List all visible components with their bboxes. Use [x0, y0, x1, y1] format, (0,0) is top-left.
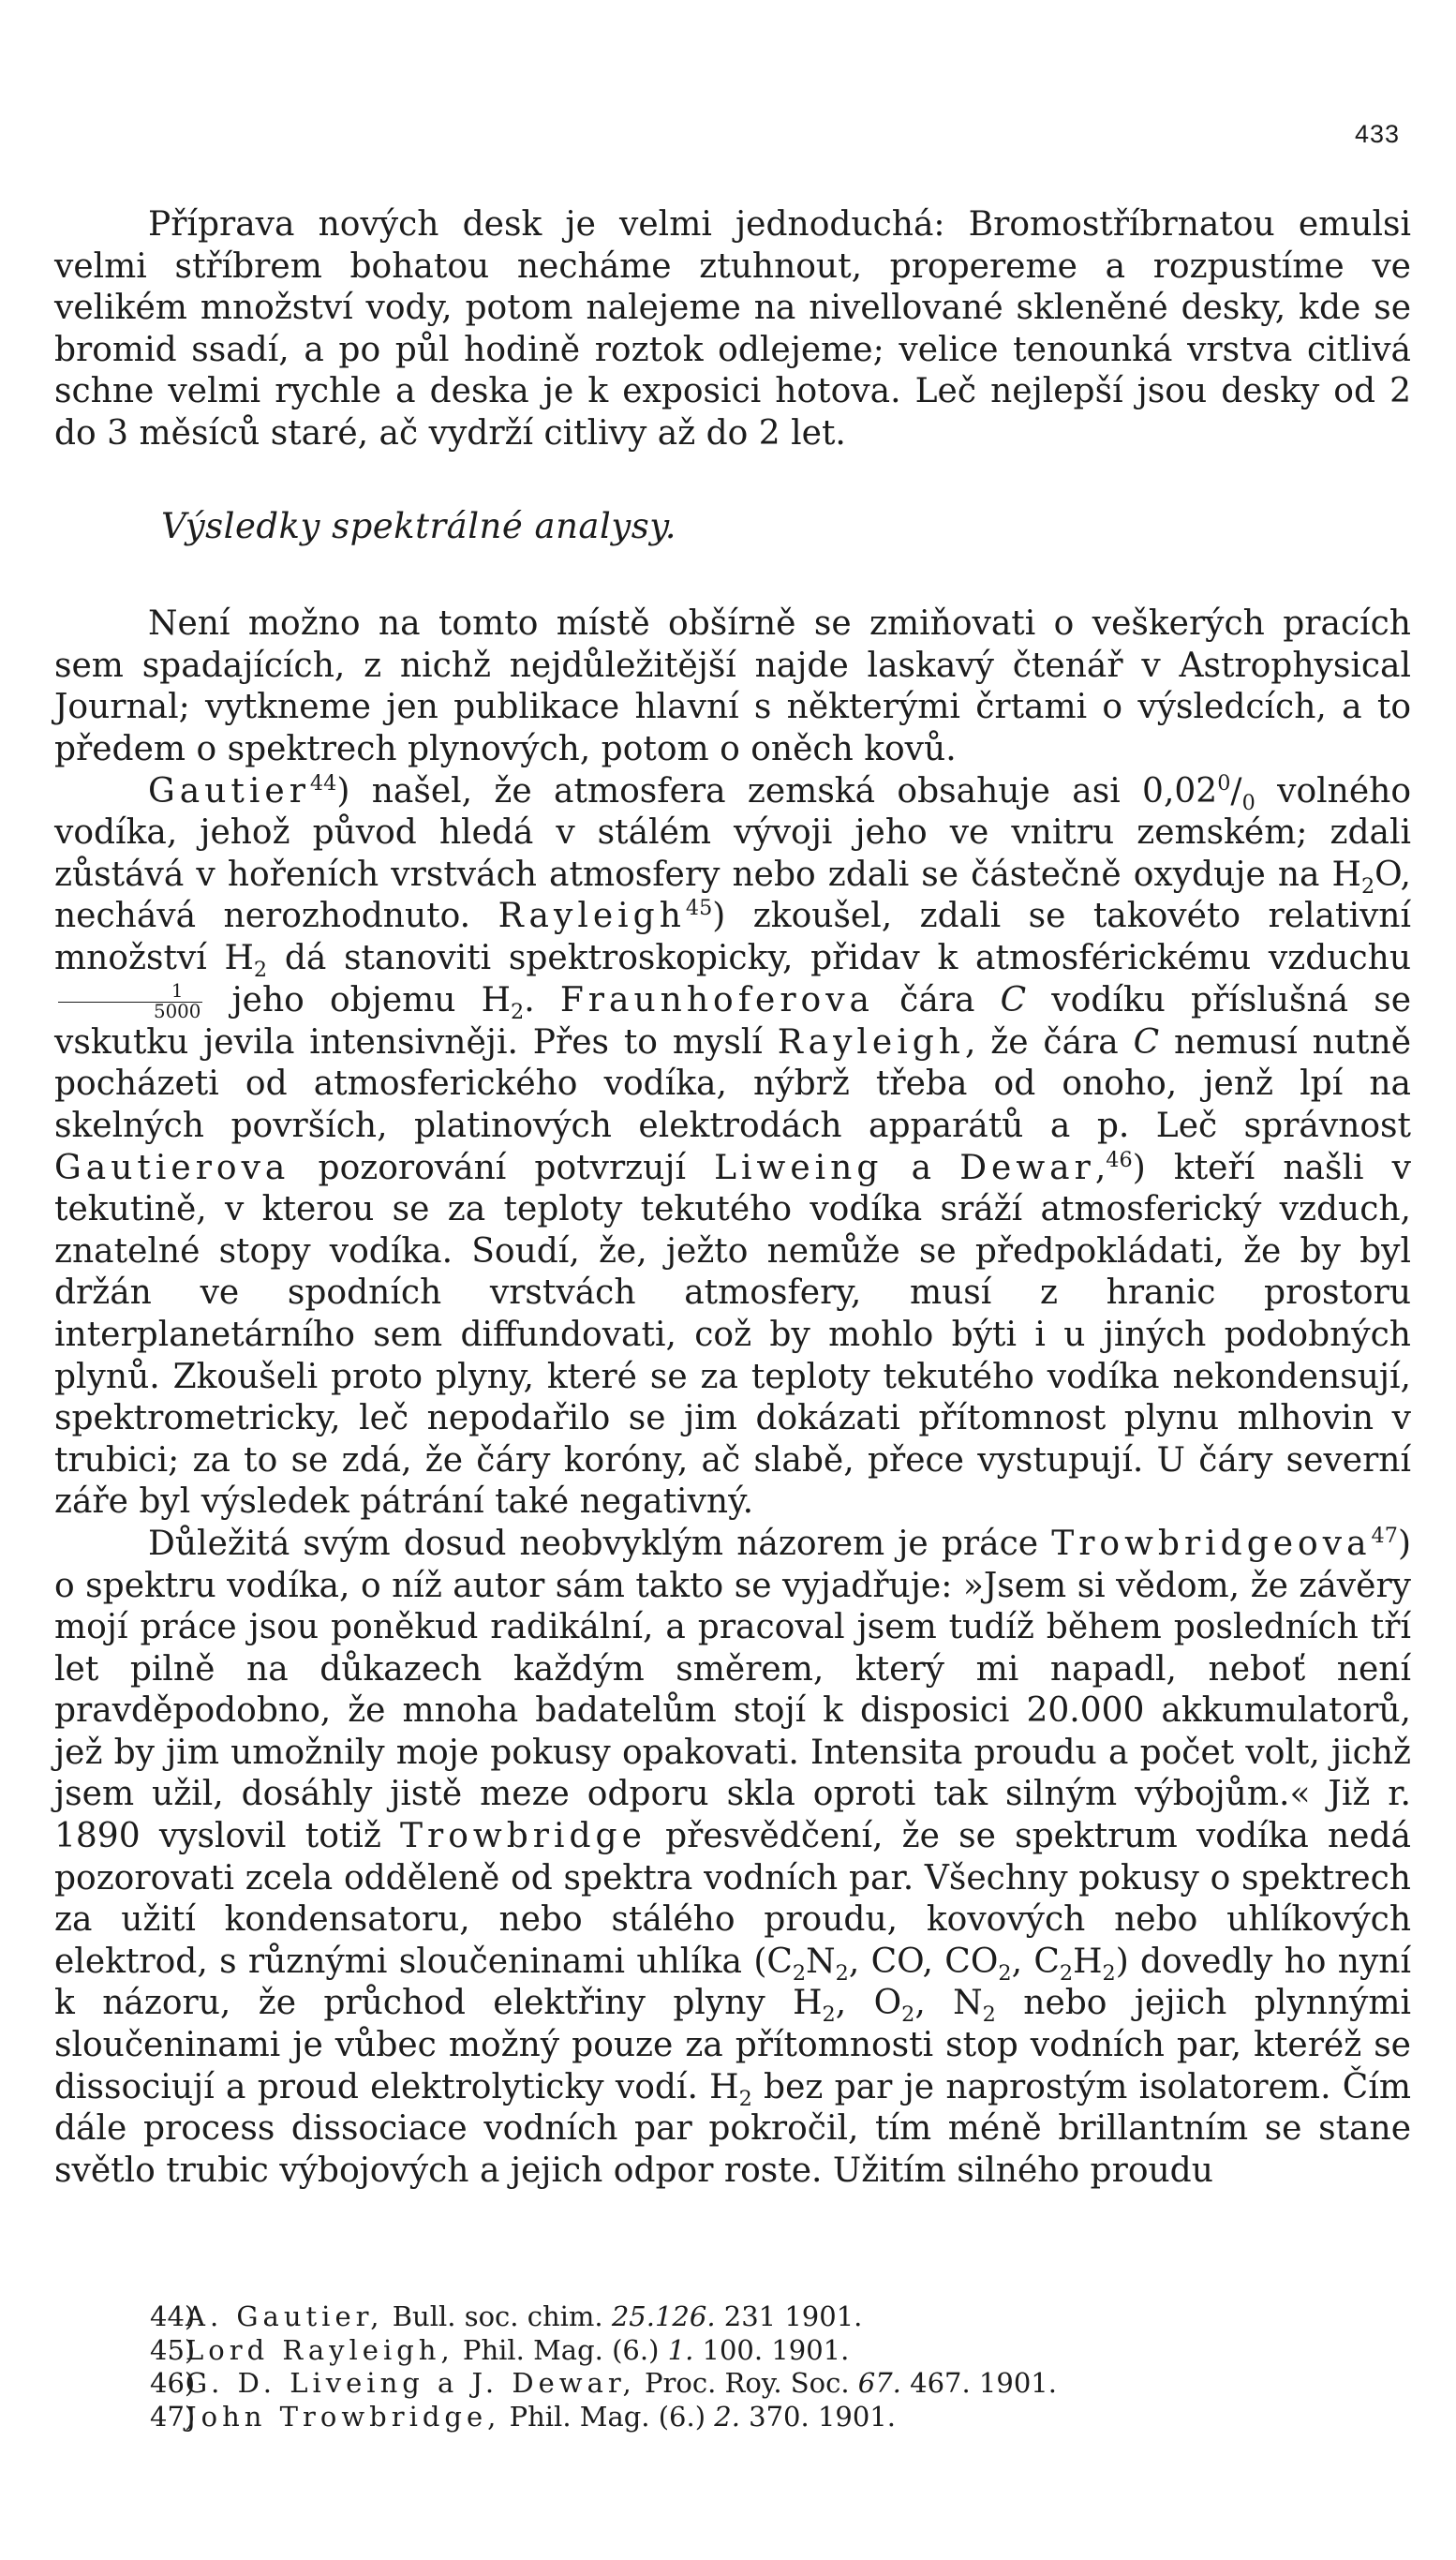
author-gautier: Gautier: [148, 771, 310, 811]
paragraph-intro: Není možno na tomto místě obšírně se zmiňovati o veškerých pracích sem spadajících, z nichž nejdůležitější najde laskavý čtenář v Astrophysical Journal; vytkneme jen publikace hlavní s některými črtami o výsledcích, a to předem o spektrech plynových, potom o oněch kovů.: [54, 604, 1411, 768]
author-liveing: Liweing: [714, 1148, 884, 1187]
paragraph-gautier: Gautier$^{44}$) našel, že atmosfera zemská obsahuje asi $0,02^0/_0$ volného vodíka, jehož původ hledá v stálém vývoji jeho ve vnitru zemském; zdali zůstává v hořeních vrstvách atmosfery nebo zdali se částečně oxyduje na $H_2O$, nechává nerozhodnuto. Rayleigh$^{45}$) zkoušel, zdali se takovéto relativní množství $H_2$ dá stanoviti spektroskopicky, přidav k atmosférickému vzduchu $\frac{1}{5000}$ jeho objemu $H_2$. Fraunhoferova čára C vodíku příslušná se vskutku jevila intensivněji. Přes to myslí Rayleigh, že čára C nemusí nutně pocházeti od atmosferického vodíka, nýbrž třeba od onoho, jenž lpí na skelných površích, platinových elektrodách apparátů a p. Leč správnost Gautierova pozorování potvrzují Liweing a Dewar,$^{46}$) kteří našli v tekutině, v kterou se za teploty tekutého vodíka sráží atmosferický vzduch, znatelné stopy vodíka. Soudí, že, ježto nemůže se předpokládati, že by byl držán ve spodních vrstvách atmosfery, musí z hranic prostoru interplanetárního sem diffundovati, což by mohlo býti i u jiných podobných plynů. Zkoušeli proto plyny, které se za teploty tekutého vodíka nekondensují, spektrometricky, leč nepodařilo se jim dokázati přítomnost plynu mlhovin v trubici; za to se zdá, že čáry koróny, ač slabě, přece vystupují. U čáry severní záře byl výsledek pátrání také negativný.: [54, 770, 1412, 1522]
footnote-46: 46)G. D. Liveing a J. Dewar, Proc. Roy. Soc. 67. 467. 1901.: [150, 2367, 1057, 2399]
paragraph-trowbridge: Důležitá svým dosud neobvyklým názorem je práce Trowbridgeova$^{47}$) o spektru vodíka, o níž autor sám takto se vyjadřuje: »Jsem si vědom, že závěry mojí práce jsou poněkud radikální, a pracoval jsem tudíž během posledních tří let pilně na důkazech každým směrem, který mi napadl, neboť není pravděpodobno, že mnoha badatelům stojí k disposici 20.000 akkumulatorů, jež by jim umožnily moje pokusy opakovati. Intensita proudu a počet volt, jichž jsem užil, dosáhly jistě meze odporu skla oproti tak silným výbojům.« Již r. 1890 vyslovil totiž Trowbridge přesvědčení, že se spektrum vodíka nedá pozorovati zcela odděleně od spektra vodních par. Všechny pokusy o spektrech za užití kondensatoru, nebo stálého proudu, kovových nebo uhlíkových elektrod, s různými sloučeninami uhlíka ($C_2N_2$, CO, $CO_2$, $C_2H_2$) dovedly ho nyní k názoru, že průchod elektřiny plyny $H_2$, $O_2$, $N_2$ nebo jejich plynnými sloučeninami je vůbec možný pouze za přítomnosti stop vodních par, kteréž se dissociují a proud elektrolyticky vodí. $H_2$ bez par je naprostým isolatorem. Čím dále process dissociace vodních par pokročil, tím méně brillantním se stane světlo trubic výbojových a jejich odpor roste. Užitím silného proudu: [54, 1523, 1412, 2190]
page-body: [54, 204, 1411, 2192]
name-trowbridgeova: Trowbridgeova: [1051, 1524, 1372, 1563]
footnotes: [150, 2300, 1368, 2433]
footnote-47: 47)John Trowbridge, Phil. Mag. (6.) 2. 370. 1901.: [150, 2400, 896, 2433]
author-rayleigh: Rayleigh: [498, 897, 686, 936]
name-fraunhoferova: Fraunhoferova: [559, 980, 875, 1020]
footnote-ref-47: 47: [1371, 1523, 1398, 1548]
fraction-1-5000: $\frac{1}{5000}$: [58, 982, 202, 1022]
paragraph-plates: Příprava nových desk je velmi jednoduchá: Bromostříbrnatou emulsi velmi stříbrem bohatou necháme ztuhnout, propereme a rozpustíme ve velikém množství vody, potom nalejeme na nivellované skleněné desky, kde se bromid ssadí, a po půl hodině roztok odlejeme; velice tenounká vrstva citlivá schne velmi rychle a deska je k exposici hotova. Leč nejlepší jsou desky od 2 do 3 měsíců staré, ač vydrží citlivy až do 2 let.: [54, 205, 1411, 453]
footnote-45: 45)Lord Rayleigh, Phil. Mag. (6.) 1. 100. 1901.: [150, 2333, 850, 2366]
name-gautierova: Gautierova: [54, 1148, 290, 1187]
author-rayleigh-2: Rayleigh: [777, 1022, 965, 1062]
section-heading: Výsledky spektrálné analysy.: [161, 505, 676, 546]
footnote-ref-44: 44: [309, 770, 337, 796]
author-trowbridge: Trowbridge: [400, 1817, 646, 1856]
footnote-ref-46: 46: [1106, 1147, 1133, 1172]
footnote-ref-45: 45: [685, 896, 713, 921]
footnote-44: 44)A. Gautier, Bull. soc. chim. 25.126. 231 1901.: [150, 2300, 863, 2332]
author-dewar: Dewar: [959, 1148, 1095, 1187]
page-number: 433: [1354, 120, 1400, 148]
